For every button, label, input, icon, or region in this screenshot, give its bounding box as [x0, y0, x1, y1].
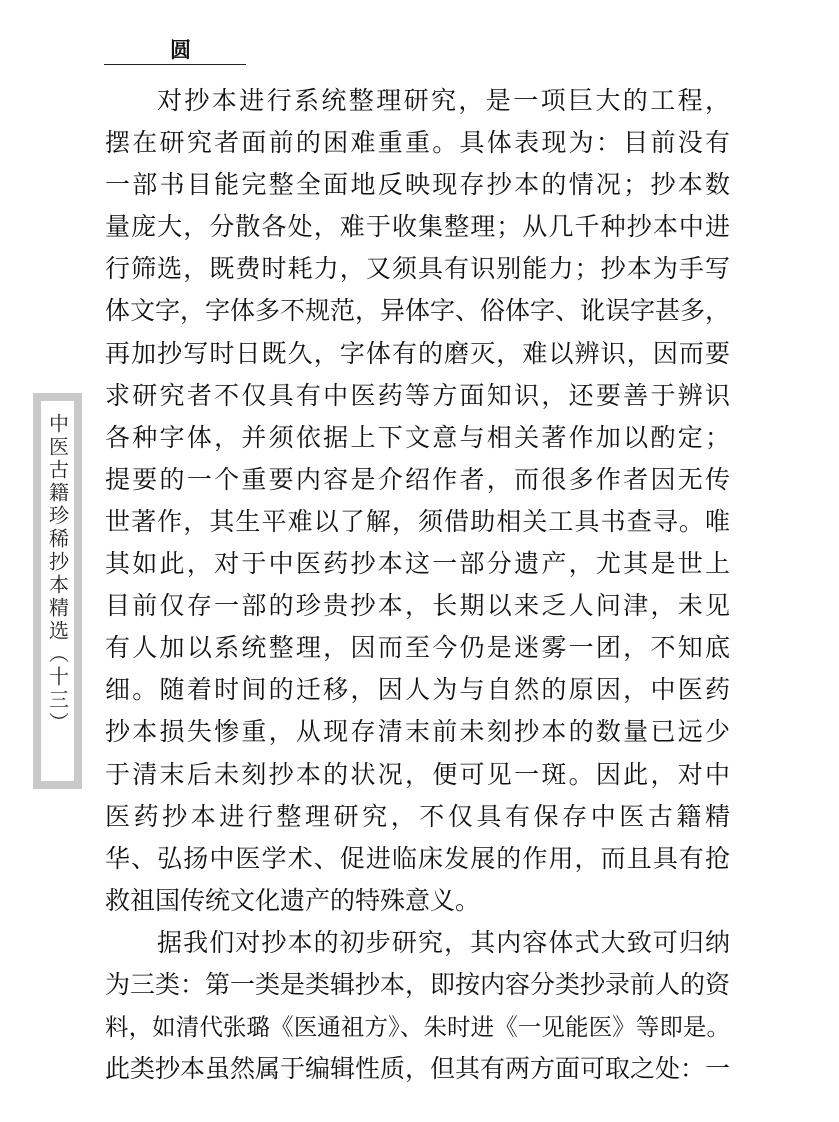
text-line: 医药抄本进行整理研究，不仅具有保存中医古籍精	[105, 801, 730, 831]
text-line: 其如此，对于中医药抄本这一部分遗产，尤其是世上	[105, 549, 730, 579]
side-book-title-frame	[41, 401, 74, 781]
text-line: 于清末后未刻抄本的状况，便可见一斑。因此，对中	[105, 759, 730, 789]
text-line: 一部书目能完整全面地反映现存抄本的情况；抄本数	[105, 170, 730, 200]
book-series-title: 中医古籍珍稀抄本精选（十三）	[45, 413, 70, 735]
text-line: 为三类：第一类是类辑抄本，即按内容分类抄录前人的资	[105, 969, 731, 999]
text-line: 体文字，字体多不规范，异体字、俗体字、讹误字甚多，	[105, 296, 731, 326]
body-text	[105, 80, 730, 1090]
page-header-mark	[104, 38, 246, 65]
text-line: 此类抄本虽然属于编辑性质，但其有两方面可取之处：一	[105, 1054, 731, 1084]
text-line: 行筛选，既费时耗力，又须具有识别能力；抄本为手写	[105, 254, 730, 284]
text-line: 华、弘扬中医学术、促进临床发展的作用，而且具有抢	[105, 843, 730, 873]
text-line: 细。随着时间的迁移，因人为与自然的原因，中医药	[105, 675, 730, 705]
side-book-title-tab	[33, 393, 82, 789]
text-line: 对抄本进行系统整理研究，是一项巨大的工程，	[157, 86, 730, 115]
text-line: 世著作，其生平难以了解，须借助相关工具书查寻。唯	[105, 506, 730, 536]
text-line: 目前仅存一部的珍贵抄本，长期以来乏人问津，未见	[105, 591, 730, 621]
text-line: 各种字体，并须依据上下文意与相关著作加以酌定；	[105, 422, 730, 452]
text-line: 据我们对抄本的初步研究，其内容体式大致可归纳	[157, 927, 730, 957]
text-line: 提要的一个重要内容是介绍作者，而很多作者因无传	[105, 464, 730, 494]
text-line: 有人加以系统整理，因而至今仍是迷雾一团，不知底	[105, 633, 730, 663]
text-line: 摆在研究者面前的困难重重。具体表现为：目前没有	[105, 128, 730, 158]
text-line: 救祖国传统文化遗产的特殊意义。	[105, 885, 481, 915]
text-line: 再加抄写时日既久，字体有的磨灭，难以辨识，因而要	[105, 338, 730, 368]
text-line: 求研究者不仅具有中医药等方面知识，还要善于辨识	[105, 380, 730, 410]
text-line: 料，如清代张璐《医通祖方》、朱时进《一见能医》等即是。	[105, 1013, 730, 1042]
header-character: 圆	[170, 37, 191, 62]
text-line: 抄本损失惨重，从现存清末前未刻抄本的数量已远少	[105, 717, 730, 747]
text-line: 量庞大，分散各处，难于收集整理；从几千种抄本中进	[105, 212, 730, 242]
